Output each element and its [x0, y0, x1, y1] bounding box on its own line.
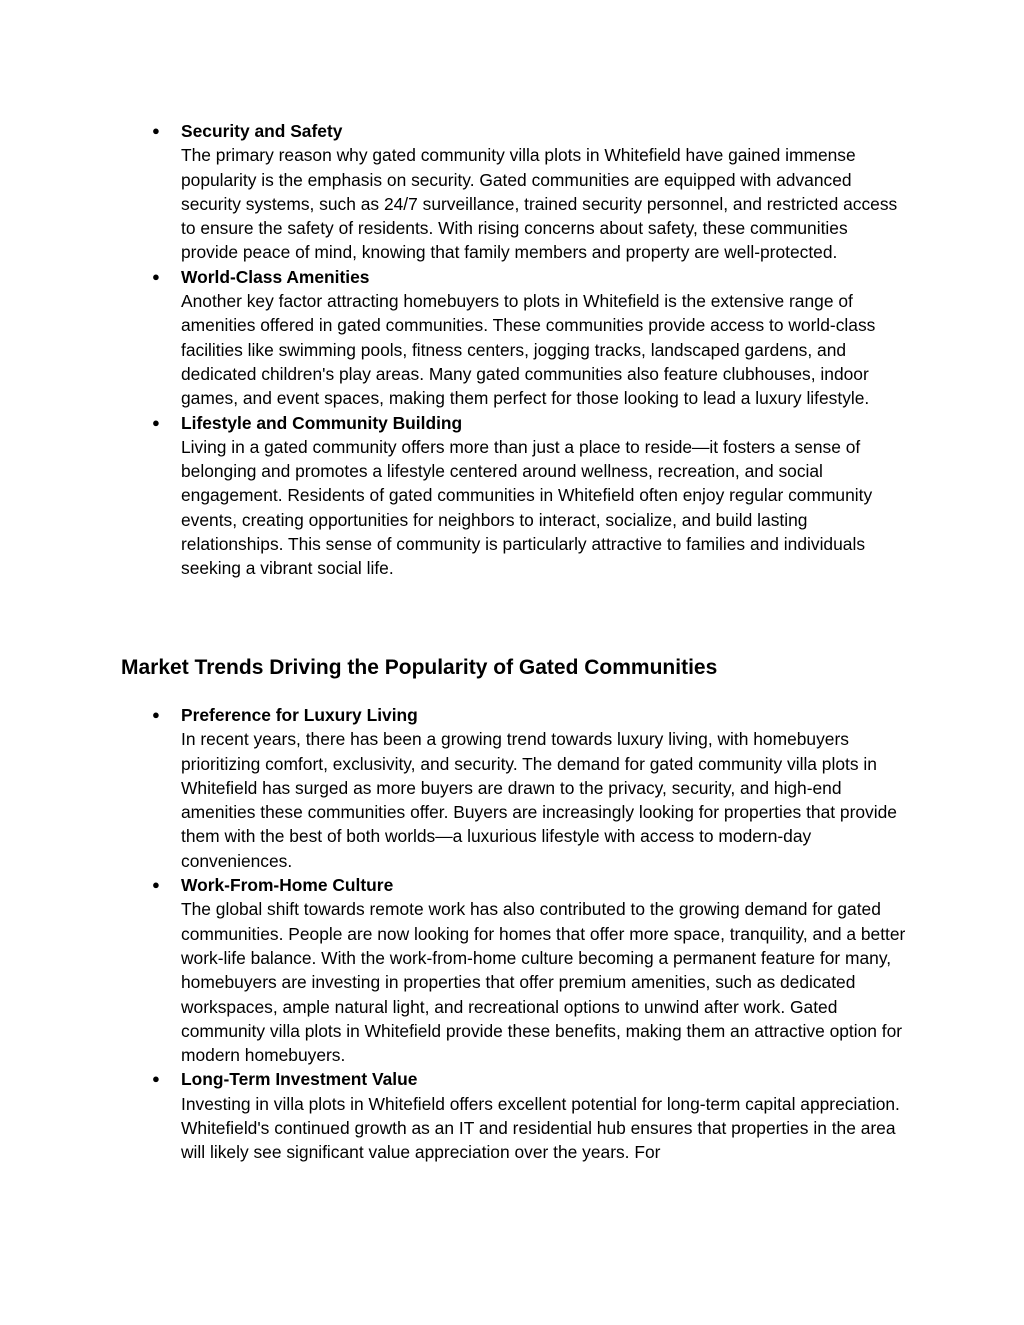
bullet-icon: ●: [152, 268, 160, 284]
bullet-icon: ●: [152, 707, 160, 722]
bullet-icon: ●: [152, 123, 160, 138]
section-heading: Market Trends Driving the Popularity of Gated Communities: [121, 656, 718, 679]
list-item: [0, 265, 906, 411]
list-item: [0, 119, 906, 265]
item-body: The primary reason why gated community villa plots in Whitefield have gained immense popularity is the emphasis on security. Gated communities are equipped with advanced security systems, such as 24/7 surveillance, trained security personnel, and restricted access to ensure the safety of residents. With rising concerns about safety, these communities provide peace of mind, knowing that family members and property are well-protected.: [181, 145, 898, 263]
bullet-icon: ●: [152, 414, 160, 430]
item-title: Work-From-Home Culture: [181, 875, 394, 896]
list-item: [0, 703, 906, 873]
list-item: [0, 411, 906, 581]
item-title: Long-Term Investment Value: [181, 1069, 418, 1090]
item-body: In recent years, there has been a growing trend towards luxury living, with homebuyers prioritizing comfort, exclusivity, and security. The demand for gated community villa plots in Whitefield has surged as more buyers are drawn to the privacy, security, and high-end amenities these communities offer. Buyers are increasingly looking for properties that provide them with the best of both worlds—a luxurious lifestyle with access to modern-day conveniences.: [181, 729, 897, 871]
item-title: World-Class Amenities: [181, 266, 370, 287]
list-item: [0, 873, 906, 1067]
bullet-icon: ●: [152, 1071, 160, 1087]
item-title: Lifestyle and Community Building: [181, 412, 463, 433]
item-title: Preference for Luxury Living: [181, 705, 418, 725]
item-body: Another key factor attracting homebuyers to plots in Whitefield is the extensive range of amenities offered in gated communities. These communities provide access to world-class facilities like swimming pools, fitness centers, jogging tracks, landscaped gardens, and dedicated children's play areas. Many gated communities also feature clubhouses, indoor games, and event spaces, making them perfect for those looking to lead a luxury lifestyle.: [181, 291, 876, 409]
item-body: Investing in villa plots in Whitefield offers excellent potential for long-term capital appreciation. Whitefield's continued growth as an IT and residential hub ensures that properties in the area will likely see significant value appreciation over the years. For: [181, 1093, 900, 1163]
item-title: Security and Safety: [181, 121, 343, 141]
item-body: The global shift towards remote work has also contributed to the growing demand for gated communities. People are now looking for homes that offer more space, tranquility, and a better work-life balance. With the work-from-home culture becoming a permanent feature for many, homebuyers are investing in properties that offer premium amenities, such as dedicated workspaces, ample natural light, and recreational options to unwind after work. Gated community villa plots in Whitefield provide these benefits, making them an attractive option for modern homebuyers.: [181, 899, 906, 1066]
benefits-list: [0, 119, 906, 581]
market-trends-list: [0, 703, 906, 1165]
list-item: [0, 1067, 906, 1164]
bullet-icon: ●: [152, 877, 160, 893]
item-body: Living in a gated community offers more than just a place to reside—it fosters a sense of belonging and promotes a lifestyle centered around wellness, recreation, and social engagement. Residents of gated communities in Whitefield often enjoy regular community events, creating opportunities for neighbors to interact, socialize, and build lasting relationships. This sense of community is particularly attractive to families and individuals seeking a vibrant social life.: [181, 436, 873, 579]
